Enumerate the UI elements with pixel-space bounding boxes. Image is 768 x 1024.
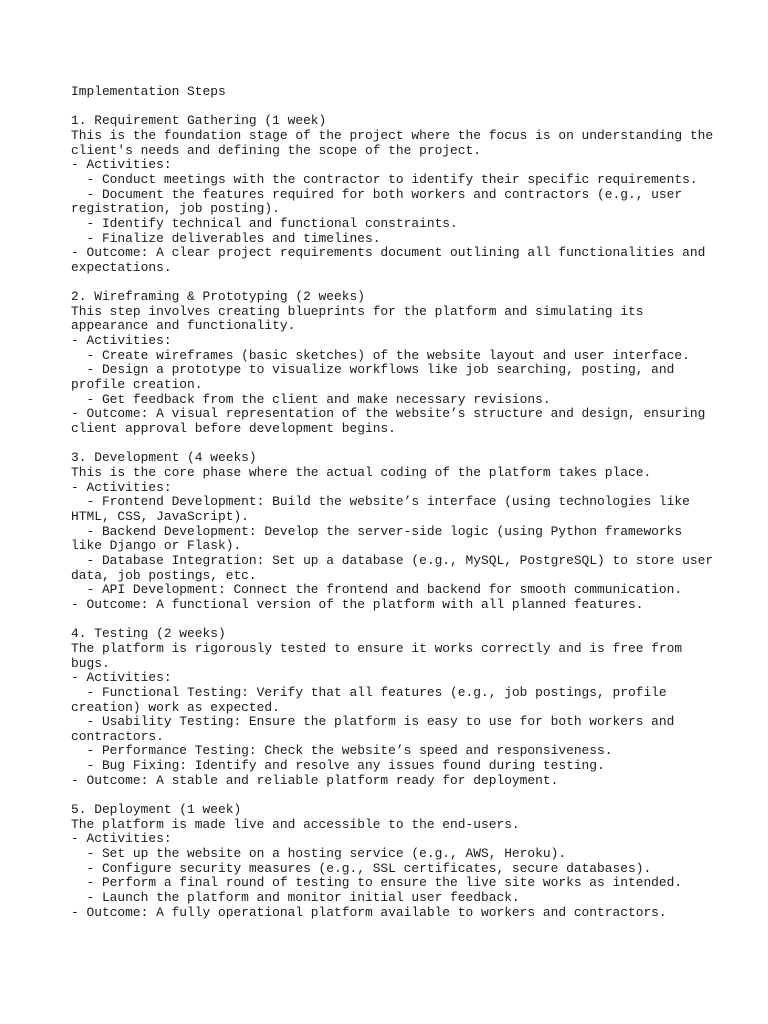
section-heading: 4. Testing (2 weeks) bbox=[71, 626, 226, 642]
text-line: This step involves creating blueprints for the platform and simulating its bbox=[71, 303, 644, 319]
text-line: - Get feedback from the client and make necessary revisions. bbox=[71, 391, 551, 407]
text-line: data, job postings, etc. bbox=[71, 567, 257, 583]
text-line: client's needs and defining the scope of the project. bbox=[71, 142, 481, 158]
text-line: - Document the features required for both workers and contractors (e.g., user bbox=[71, 186, 683, 202]
text-line: - Performance Testing: Check the website’s speed and responsiveness. bbox=[71, 743, 613, 759]
text-line: The platform is made live and accessible to the end-users. bbox=[71, 816, 520, 832]
text-line: - Outcome: A visual representation of the website’s structure and design, ensuring bbox=[71, 406, 706, 422]
text-line: - Backend Development: Develop the server-side logic (using Python frameworks bbox=[71, 523, 683, 539]
section-5 bbox=[71, 803, 711, 920]
text-line: - Activities: bbox=[71, 479, 172, 495]
text-line: profile creation. bbox=[71, 377, 203, 393]
text-line: - Finalize deliverables and timelines. bbox=[71, 230, 381, 246]
text-line: - Outcome: A stable and reliable platform ready for deployment. bbox=[71, 772, 559, 788]
document-title: Implementation Steps bbox=[71, 84, 226, 99]
document-page bbox=[71, 84, 714, 920]
text-line: - Outcome: A fully operational platform available to workers and contractors. bbox=[71, 904, 667, 920]
section-2 bbox=[71, 290, 711, 437]
section-heading: 3. Development (4 weeks) bbox=[71, 450, 257, 466]
text-line: - Conduct meetings with the contractor to identify their specific requirements. bbox=[71, 171, 698, 187]
text-line: - Usability Testing: Ensure the platform is easy to use for both workers and bbox=[71, 714, 675, 730]
text-line: bugs. bbox=[71, 655, 110, 671]
section-heading: 2. Wireframing & Prototyping (2 weeks) bbox=[71, 289, 365, 305]
text-line: - Set up the website on a hosting service (e.g., AWS, Heroku). bbox=[71, 846, 567, 862]
text-line: - Create wireframes (basic sketches) of the website layout and user interface. bbox=[71, 347, 690, 363]
text-line: HTML, CSS, JavaScript). bbox=[71, 508, 249, 524]
text-line: contractors. bbox=[71, 728, 164, 744]
text-line: - Outcome: A clear project requirements document outlining all functionalities and bbox=[71, 245, 706, 261]
section-1 bbox=[71, 113, 714, 275]
text-line: like Django or Flask). bbox=[71, 538, 242, 554]
text-line: expectations. bbox=[71, 259, 172, 275]
text-line: - Design a prototype to visualize workflows like job searching, posting, and bbox=[71, 362, 675, 378]
text-line: - Activities: bbox=[71, 670, 172, 686]
text-line: The platform is rigorously tested to ensure it works correctly and is free from bbox=[71, 640, 683, 656]
text-line: - Activities: bbox=[71, 333, 172, 349]
text-line: - Perform a final round of testing to ensure the live site works as intended. bbox=[71, 875, 683, 891]
text-line: - Functional Testing: Verify that all features (e.g., job postings, profile bbox=[71, 684, 667, 700]
text-line: creation) work as expected. bbox=[71, 699, 280, 715]
text-line: registration, job posting). bbox=[71, 201, 280, 217]
text-line: - Activities: bbox=[71, 831, 172, 847]
text-line: - Database Integration: Set up a database (e.g., MySQL, PostgreSQL) to store user bbox=[71, 552, 714, 568]
text-line: - Identify technical and functional constraints. bbox=[71, 215, 458, 231]
sections-container bbox=[71, 113, 714, 920]
text-line: client approval before development begins. bbox=[71, 421, 396, 437]
text-line: - API Development: Connect the frontend and backend for smooth communication. bbox=[71, 582, 683, 598]
section-4 bbox=[71, 627, 711, 788]
text-line: - Launch the platform and monitor initial user feedback. bbox=[71, 890, 520, 906]
text-line: This is the core phase where the actual coding of the platform takes place. bbox=[71, 465, 652, 481]
text-line: This is the foundation stage of the project where the focus is on understanding the bbox=[71, 127, 714, 143]
section-3 bbox=[71, 450, 714, 612]
section-heading: 5. Deployment (1 week) bbox=[71, 802, 242, 818]
text-line: - Frontend Development: Build the website’s interface (using technologies like bbox=[71, 494, 690, 510]
text-line: - Bug Fixing: Identify and resolve any issues found during testing. bbox=[71, 758, 605, 774]
section-heading: 1. Requirement Gathering (1 week) bbox=[71, 113, 327, 129]
text-line: - Activities: bbox=[71, 157, 172, 173]
text-line: - Configure security measures (e.g., SSL certificates, secure databases). bbox=[71, 860, 652, 876]
text-line: appearance and functionality. bbox=[71, 318, 296, 334]
text-line: - Outcome: A functional version of the platform with all planned features. bbox=[71, 596, 644, 612]
